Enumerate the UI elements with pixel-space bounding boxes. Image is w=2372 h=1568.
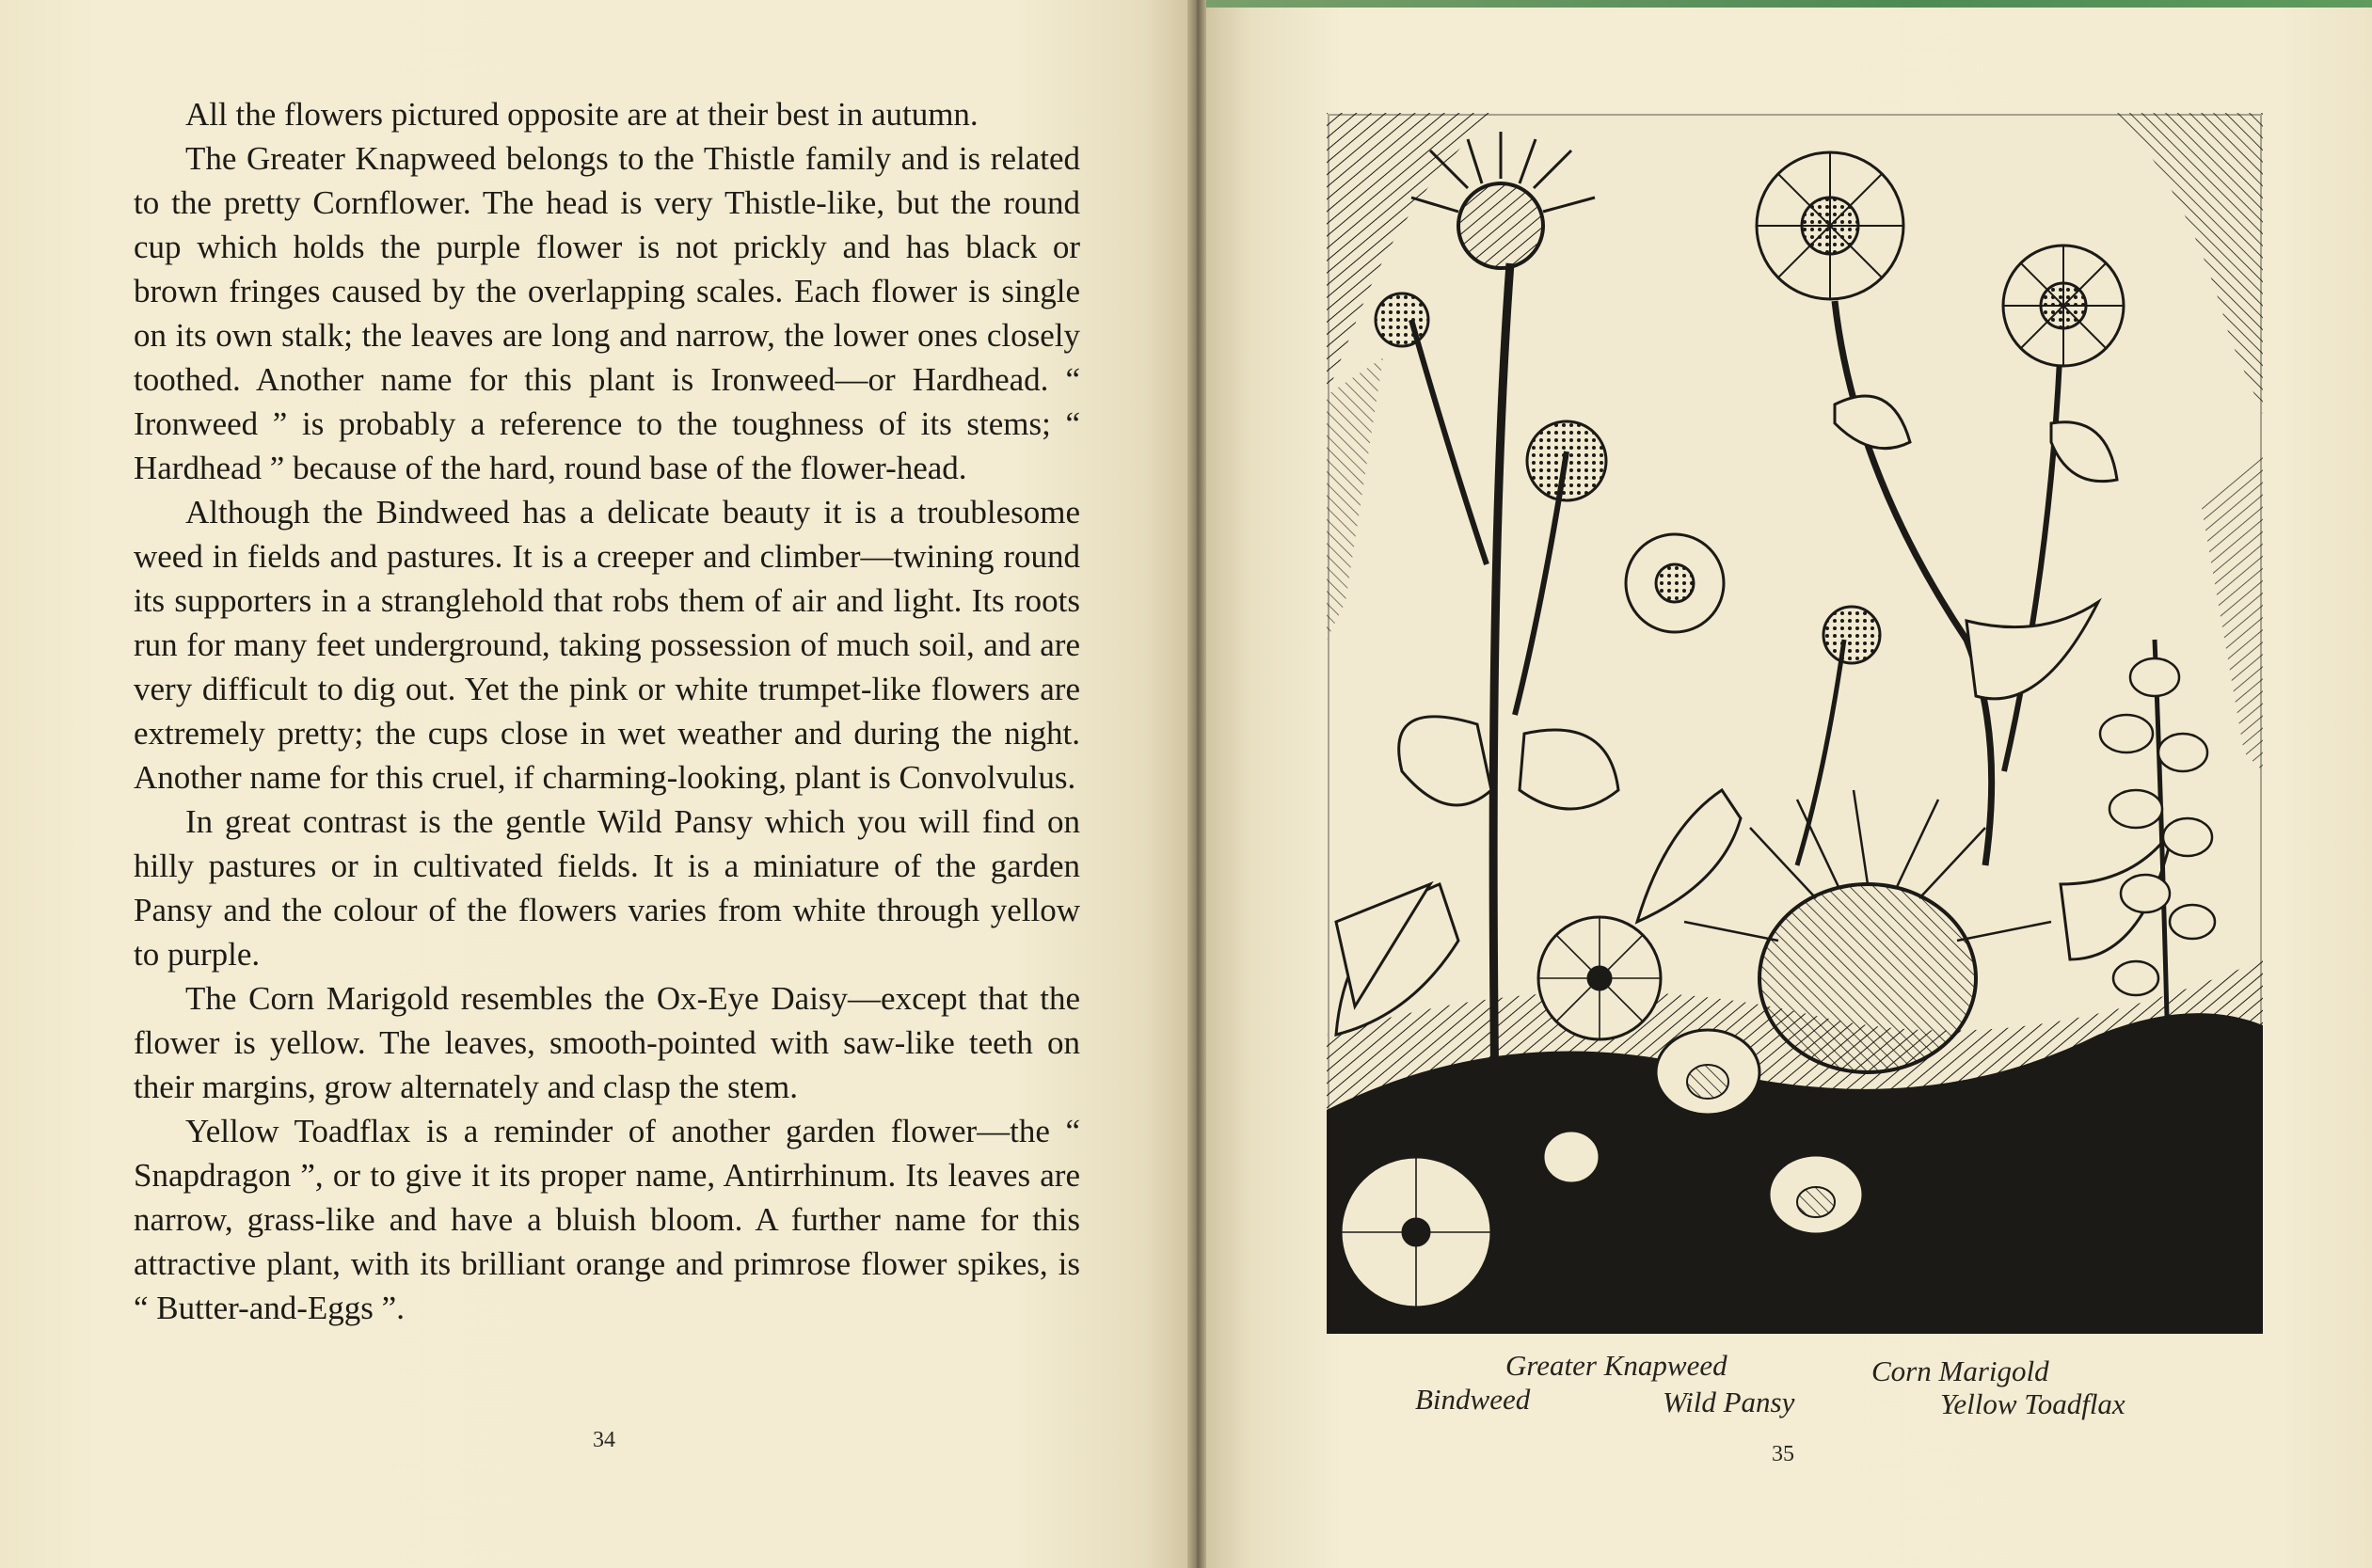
- flower-illustration: [1327, 113, 2263, 1334]
- book-gutter: [1187, 0, 1206, 1568]
- caption-corn-marigold: Corn Marigold: [1871, 1354, 2049, 1387]
- paragraph-pansy: In great contrast is the gentle Wild Pansy which you will find on hilly pastures or in cultivated fields. It is a miniature of the garden Pansy and the colour of the flowers varies from white through yellow to purple.: [134, 803, 1080, 973]
- caption-wild-pansy: Wild Pansy: [1663, 1386, 1795, 1418]
- body-text: [134, 92, 1080, 1330]
- page-number-left: 34: [593, 1428, 615, 1452]
- caption-bindweed: Bindweed: [1415, 1383, 1531, 1416]
- paragraph-toadflax: Yellow Toadflax is a reminder of another garden flower—the “ Snapdragon ”, or to give it its proper name, Antirrhinum. Its leaves are narrow, grass-like and have a bluish bloom. A further name for this attractive plant, with its brilliant orange and primrose flower spikes, is “ Butter-and-Eggs ”.: [134, 1113, 1080, 1326]
- paragraph-bindweed: Although the Bindweed has a delicate beauty it is a troublesome weed in fields and pastures. It is a creeper and climber—twining round its supporters in a stranglehold that robs them of air and light. Its roots run for many feet underground, taking possession of much soil, and are very difficult to dig out. Yet the pink or white trumpet-like flowers are extremely pretty; the cups close in wet weather and during the night. Another name for this cruel, if charming-looking, plant is Convolvulus.: [134, 494, 1080, 796]
- paragraph-marigold: The Corn Marigold resembles the Ox-Eye Daisy—except that the flower is yellow. The leaves, smooth-pointed with saw-like teeth on their margins, grow alternately and clasp the stem.: [134, 980, 1080, 1105]
- caption-greater-knapweed: Greater Knapweed: [1505, 1349, 1727, 1382]
- caption-yellow-toadflax: Yellow Toadflax: [1940, 1387, 2125, 1420]
- cover-edge: [1202, 0, 2372, 8]
- paragraph-intro: All the flowers pictured opposite are at their best in autumn.: [185, 96, 979, 133]
- paragraph-knapweed: The Greater Knapweed belongs to the Thistle family and is related to the pretty Cornflower. The head is very Thistle-like, but the round cup which holds the purple flower is not prickly and has black or brown fringes caused by the overlapping scales. Each flower is single on its own stalk; the leaves are long and narrow, the lower ones closely toothed. Another name for this plant is Ironweed—or Hardhead. “ Ironweed ” is probably a reference to the toughness of its stems; “ Hardhead ” because of the hard, round base of the flower-head.: [134, 140, 1080, 486]
- page-number-right: 35: [1772, 1442, 1794, 1466]
